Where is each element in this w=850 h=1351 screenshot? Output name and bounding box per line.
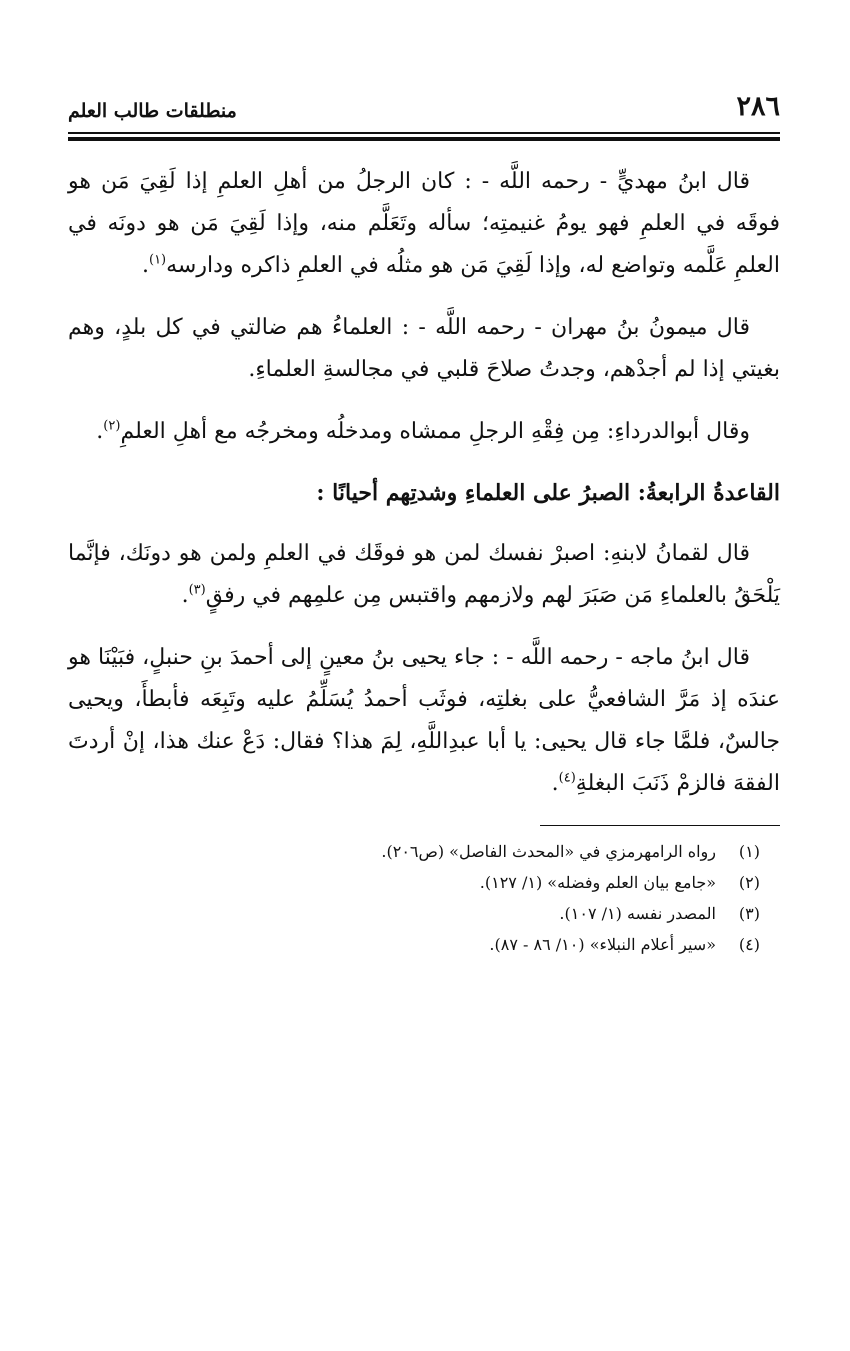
- book-page: [68, 82, 780, 960]
- header-rule-thin: [68, 132, 780, 134]
- paragraph-maymun: قال ميمونُ بنُ مهران - رحمه اللَّه - : العلماءُ هم ضالتي في كل بلدٍ، وهم بغيتي إذا لم أجدْهم، وجدتُ صلاحَ قلبي في مجالسةِ العلماءِ.: [68, 315, 780, 382]
- paragraph-ibn-majah: قال ابنُ ماجه - رحمه اللَّه - : جاء يحيى بنُ معينٍ إلى أحمدَ بنِ حنبلٍ، فبَيْنَا هو عندَه إذ مَرَّ الشافعيُّ على بغلتِه، فوثَب أحمدُ يُسَلِّمُ عليه وتَبِعَه فأبطأَ، ويحيى جالسٌ، فلمَّا جاء قال يحيى: يا أبا عبدِاللَّهِ، لِمَ هذا؟ فقال: دَعْ عنك هذا، إنْ أردتَ الفقهَ فالزمْ ذَنَبَ البغلةِ$^{(٤)}$.: [68, 645, 780, 796]
- paragraph-ibn-mahdi: قال ابنُ مهديٍّ - رحمه اللَّه - : كان الرجلُ من أهلِ العلمِ إذا لَقِيَ مَن هو فوقَه في العلمِ فهو يومُ غنيمتِه؛ سأله وتَعَلَّم منه، وإذا لَقِيَ مَن هو دونَه في العلمِ عَلَّمه وتواضع له، وإذا لَقِيَ مَن هو مثلُه في العلمِ ذاكره ودارسه$^{(١)}$.: [68, 169, 780, 278]
- footnote-1: (١)رواه الرامهرمزي في «المحدث الفاصل» (ص٢٠٦).: [381, 842, 760, 861]
- footnote-separator: [540, 825, 780, 826]
- footnote-ref-1: (١): [148, 252, 167, 268]
- running-title: منطلقات طالب العلم: [68, 100, 237, 122]
- footnote-ref-2: (٢): [103, 418, 121, 434]
- footnotes: [68, 836, 780, 960]
- footnote-ref-4: (٤): [558, 770, 576, 786]
- section-heading: القاعدةُ الرابعةُ: الصبرُ على العلماءِ وشدتِهم أحيانًا :: [316, 480, 780, 506]
- header-rule-thick: [68, 137, 780, 141]
- footnote-3: (٣)المصدر نفسه (١/ ١٠٧).: [559, 904, 760, 923]
- paragraph-luqman: قال لقمانُ لابنهِ: اصبرْ نفسك لمن هو فوقَك في العلمِ ولمن هو دونَك، فإنَّما يَلْحَقُ بالعلماءِ مَن صَبَرَ لهم ولازمهم واقتبس مِن علمِهم في رفقٍ$^{(٣)}$.: [68, 541, 780, 608]
- main-text: [68, 161, 780, 805]
- footnote-ref-3: (٣): [188, 582, 206, 598]
- footnote-4: (٤)«سير أعلام النبلاء» (١٠/ ٨٦ - ٨٧).: [489, 935, 760, 954]
- paragraph-abu-darda: وقال أبوالدرداءِ: مِن فِقْهِ الرجلِ ممشاه ومدخلُه ومخرجُه مع أهلِ العلمِ$^{(٢)}$.: [96, 418, 750, 444]
- page-header: [68, 82, 780, 122]
- footnote-2: (٢)«جامع بيان العلم وفضله» (١/ ١٢٧).: [479, 873, 760, 892]
- page-number: ٢٨٦: [736, 91, 780, 122]
